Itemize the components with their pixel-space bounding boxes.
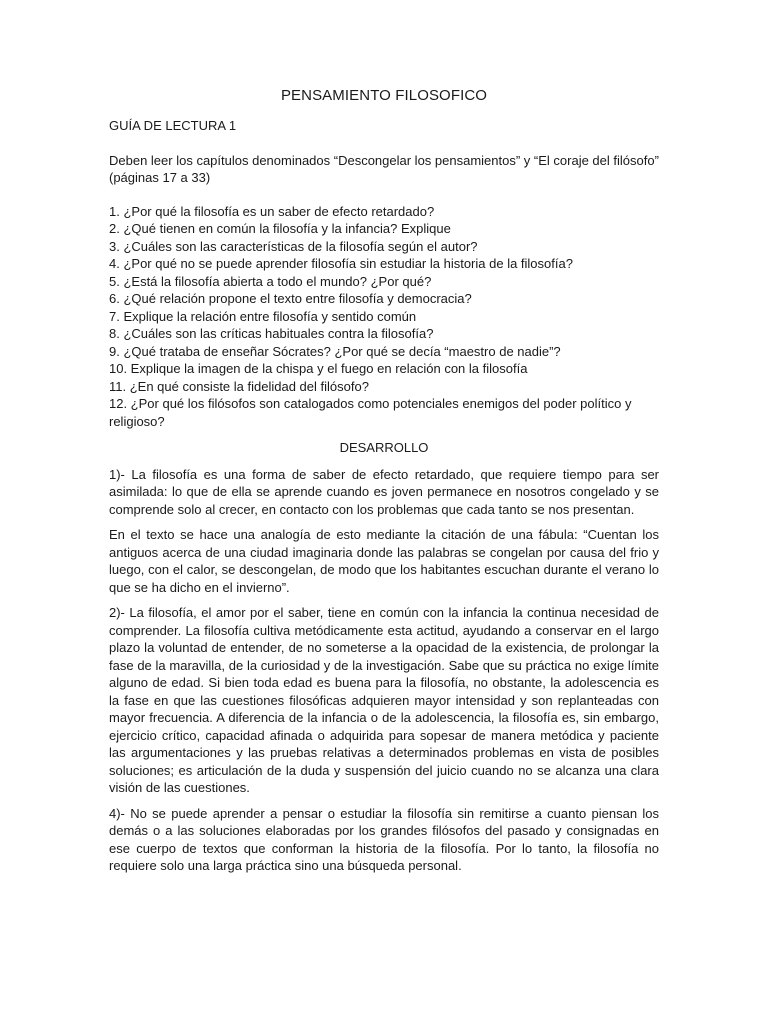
question-item: 12. ¿Por qué los filósofos son catalogados como potenciales enemigos del poder político y religioso? bbox=[109, 396, 632, 429]
section-heading: DESARROLLO bbox=[339, 440, 429, 455]
question-item: 2. ¿Qué tienen en común la filosofía y la infancia? Explique bbox=[109, 221, 451, 236]
body-paragraph: 4)- No se puede aprender a pensar o estudiar la filosofía sin remitirse a cuanto piensan los demás o a las soluciones elaboradas por los grandes filósofos del pasado y consignadas en ese cuerpo de textos que conforman la historia de la filosofía. Por lo tanto, la filosofía no requiere solo una larga práctica sino una búsqueda personal. bbox=[109, 805, 659, 873]
document-page bbox=[109, 86, 659, 883]
question-item: 6. ¿Qué relación propone el texto entre filosofía y democracia? bbox=[109, 291, 472, 306]
intro-paragraph: Deben leer los capítulos denominados “Descongelar los pensamientos” y “El coraje del filósofo” (páginas 17 a 33) bbox=[109, 152, 659, 185]
question-item: 8. ¿Cuáles son las críticas habituales contra la filosofía? bbox=[109, 326, 434, 341]
question-item: 9. ¿Qué trataba de enseñar Sócrates? ¿Por qué se decía “maestro de nadie”? bbox=[109, 343, 561, 359]
question-item: 4. ¿Por qué no se puede aprender filosofía sin estudiar la historia de la filosofía? bbox=[109, 256, 573, 271]
body-paragraph: En el texto se hace una analogía de esto mediante la citación de una fábula: “Cuentan los antiguos acerca de una ciudad imaginaria donde las palabras se congelan por causa del frio y luego, con el calor, se descongelan, de modo que los habitantes escuchan durante el verano lo que se ha dicho en el invierno”. bbox=[109, 527, 659, 595]
question-item: 5. ¿Está la filosofía abierta a todo el mundo? ¿Por qué? bbox=[109, 273, 432, 289]
document-subtitle: GUÍA DE LECTURA 1 bbox=[109, 118, 237, 133]
question-item: 1. ¿Por qué la filosofía es un saber de efecto retardado? bbox=[109, 203, 435, 219]
question-item: 7. Explique la relación entre filosofía y sentido común bbox=[109, 308, 417, 324]
questions-list bbox=[109, 203, 659, 431]
question-item: 11. ¿En qué consiste la fidelidad del filósofo? bbox=[109, 378, 369, 394]
document-title: PENSAMIENTO FILOSOFICO bbox=[280, 87, 488, 104]
question-item: 10. Explique la imagen de la chispa y el fuego en relación con la filosofía bbox=[109, 361, 528, 376]
body-paragraph: 1)- La filosofía es una forma de saber de efecto retardado, que requiere tiempo para ser asimilada: lo que de ella se aprende cuando es joven permanece en nosotros congelado y se comprende solo al crecer, en contacto con los problemas que cada tanto se nos presentan. bbox=[109, 466, 659, 517]
body-paragraph: 2)- La filosofía, el amor por el saber, tiene en común con la infancia la continua necesidad de comprender. La filosofía cultiva metódicamente esta actitud, ayudando a conservar en el largo plazo la voluntad de entender, de no someterse a la opacidad de la existencia, de prolongar la fase de la maravilla, de la curiosidad y de la investigación. Sabe que su práctica no exige límite alguno de edad. Si bien toda edad es buena para la filosofía, no obstante, la adolescencia es la fase en que las cuestiones filosóficas adquieren mayor intensidad y son replanteadas con mayor frecuencia. A diferencia de la infancia o de la adolescencia, la filosofía es, sin embargo, ejercicio crítico, capacidad afinada o adquirida para sopesar de manera metódica y paciente las argumentaciones y las pruebas relativas a determinados problemas en vista de posibles soluciones; es articulación de la duda y suspensión del juicio cuando no se alcanza una clara visión de las cuestiones. bbox=[109, 605, 659, 795]
question-item: 3. ¿Cuáles son las características de la filosofía según el autor? bbox=[109, 238, 478, 254]
